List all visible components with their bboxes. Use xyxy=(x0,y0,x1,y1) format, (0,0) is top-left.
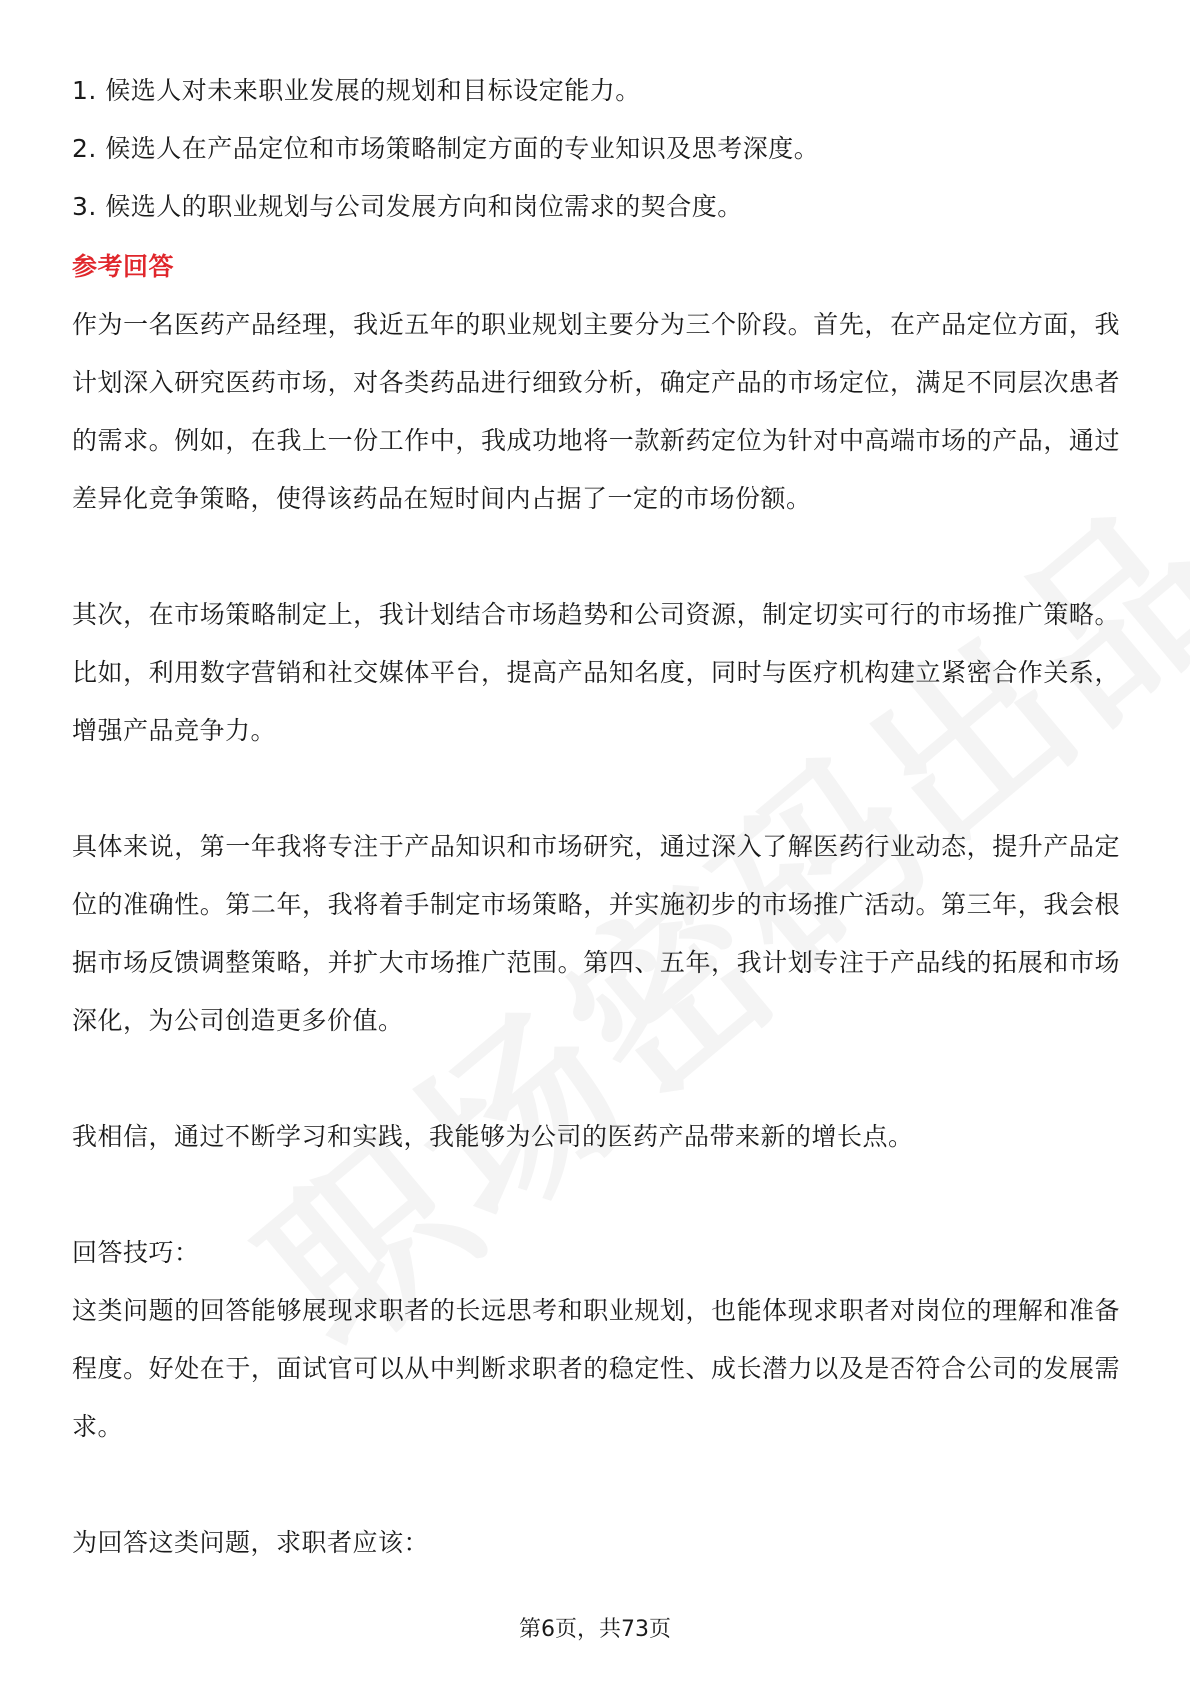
page-number: 第6页，共73页 xyxy=(519,1617,671,1642)
answer-paragraph-1: 作为一名医药产品经理，我近五年的职业规划主要分为三个阶段。首先，在产品定位方面，我计划深入研究医药市场，对各类药品进行细致分析，确定产品的市场定位，满足不同层次患者的需求。例如，在我上一份工作中，我成功地将一款新药定位为针对中高端市场的产品，通过差异化竞争策略，使得该药品在短时间内占据了一定的市场份额。 xyxy=(72,310,1120,513)
paragraph-gap xyxy=(72,1050,1120,1108)
reference-answer-title: 参考回答 xyxy=(72,252,175,281)
paragraph-gap xyxy=(72,760,1120,818)
paragraph-gap xyxy=(72,1456,1120,1514)
tips-title: 回答技巧： xyxy=(72,1238,200,1267)
tips-paragraph: 这类问题的回答能够展现求职者的长远思考和职业规划，也能体现求职者对岗位的理解和准备程度。好处在于，面试官可以从中判断求职者的稳定性、成长潜力以及是否符合公司的发展需求。 xyxy=(72,1296,1120,1441)
content-body xyxy=(72,62,1120,1572)
criteria-item-1: 1. 候选人对未来职业发展的规划和目标设定能力。 xyxy=(72,76,641,105)
criteria-item-2: 2. 候选人在产品定位和市场策略制定方面的专业知识及思考深度。 xyxy=(72,134,820,163)
answer-paragraph-4: 我相信，通过不断学习和实践，我能够为公司的医药产品带来新的增长点。 xyxy=(72,1122,914,1151)
answer-paragraph-3: 具体来说，第一年我将专注于产品知识和市场研究，通过深入了解医药行业动态，提升产品定位的准确性。第二年，我将着手制定市场策略，并实施初步的市场推广活动。第三年，我会根据市场反馈调整策略，并扩大市场推广范围。第四、五年，我计划专注于产品线的拓展和市场深化，为公司创造更多价值。 xyxy=(72,832,1120,1035)
answer-paragraph-2: 其次，在市场策略制定上，我计划结合市场趋势和公司资源，制定切实可行的市场推广策略。比如，利用数字营销和社交媒体平台，提高产品知名度，同时与医疗机构建立紧密合作关系，增强产品竞争力。 xyxy=(72,600,1120,745)
paragraph-gap xyxy=(72,528,1120,586)
paragraph-gap xyxy=(72,1166,1120,1224)
criteria-item-3: 3. 候选人的职业规划与公司发展方向和岗位需求的契合度。 xyxy=(72,192,743,221)
tips-closing: 为回答这类问题，求职者应该： xyxy=(72,1528,430,1557)
